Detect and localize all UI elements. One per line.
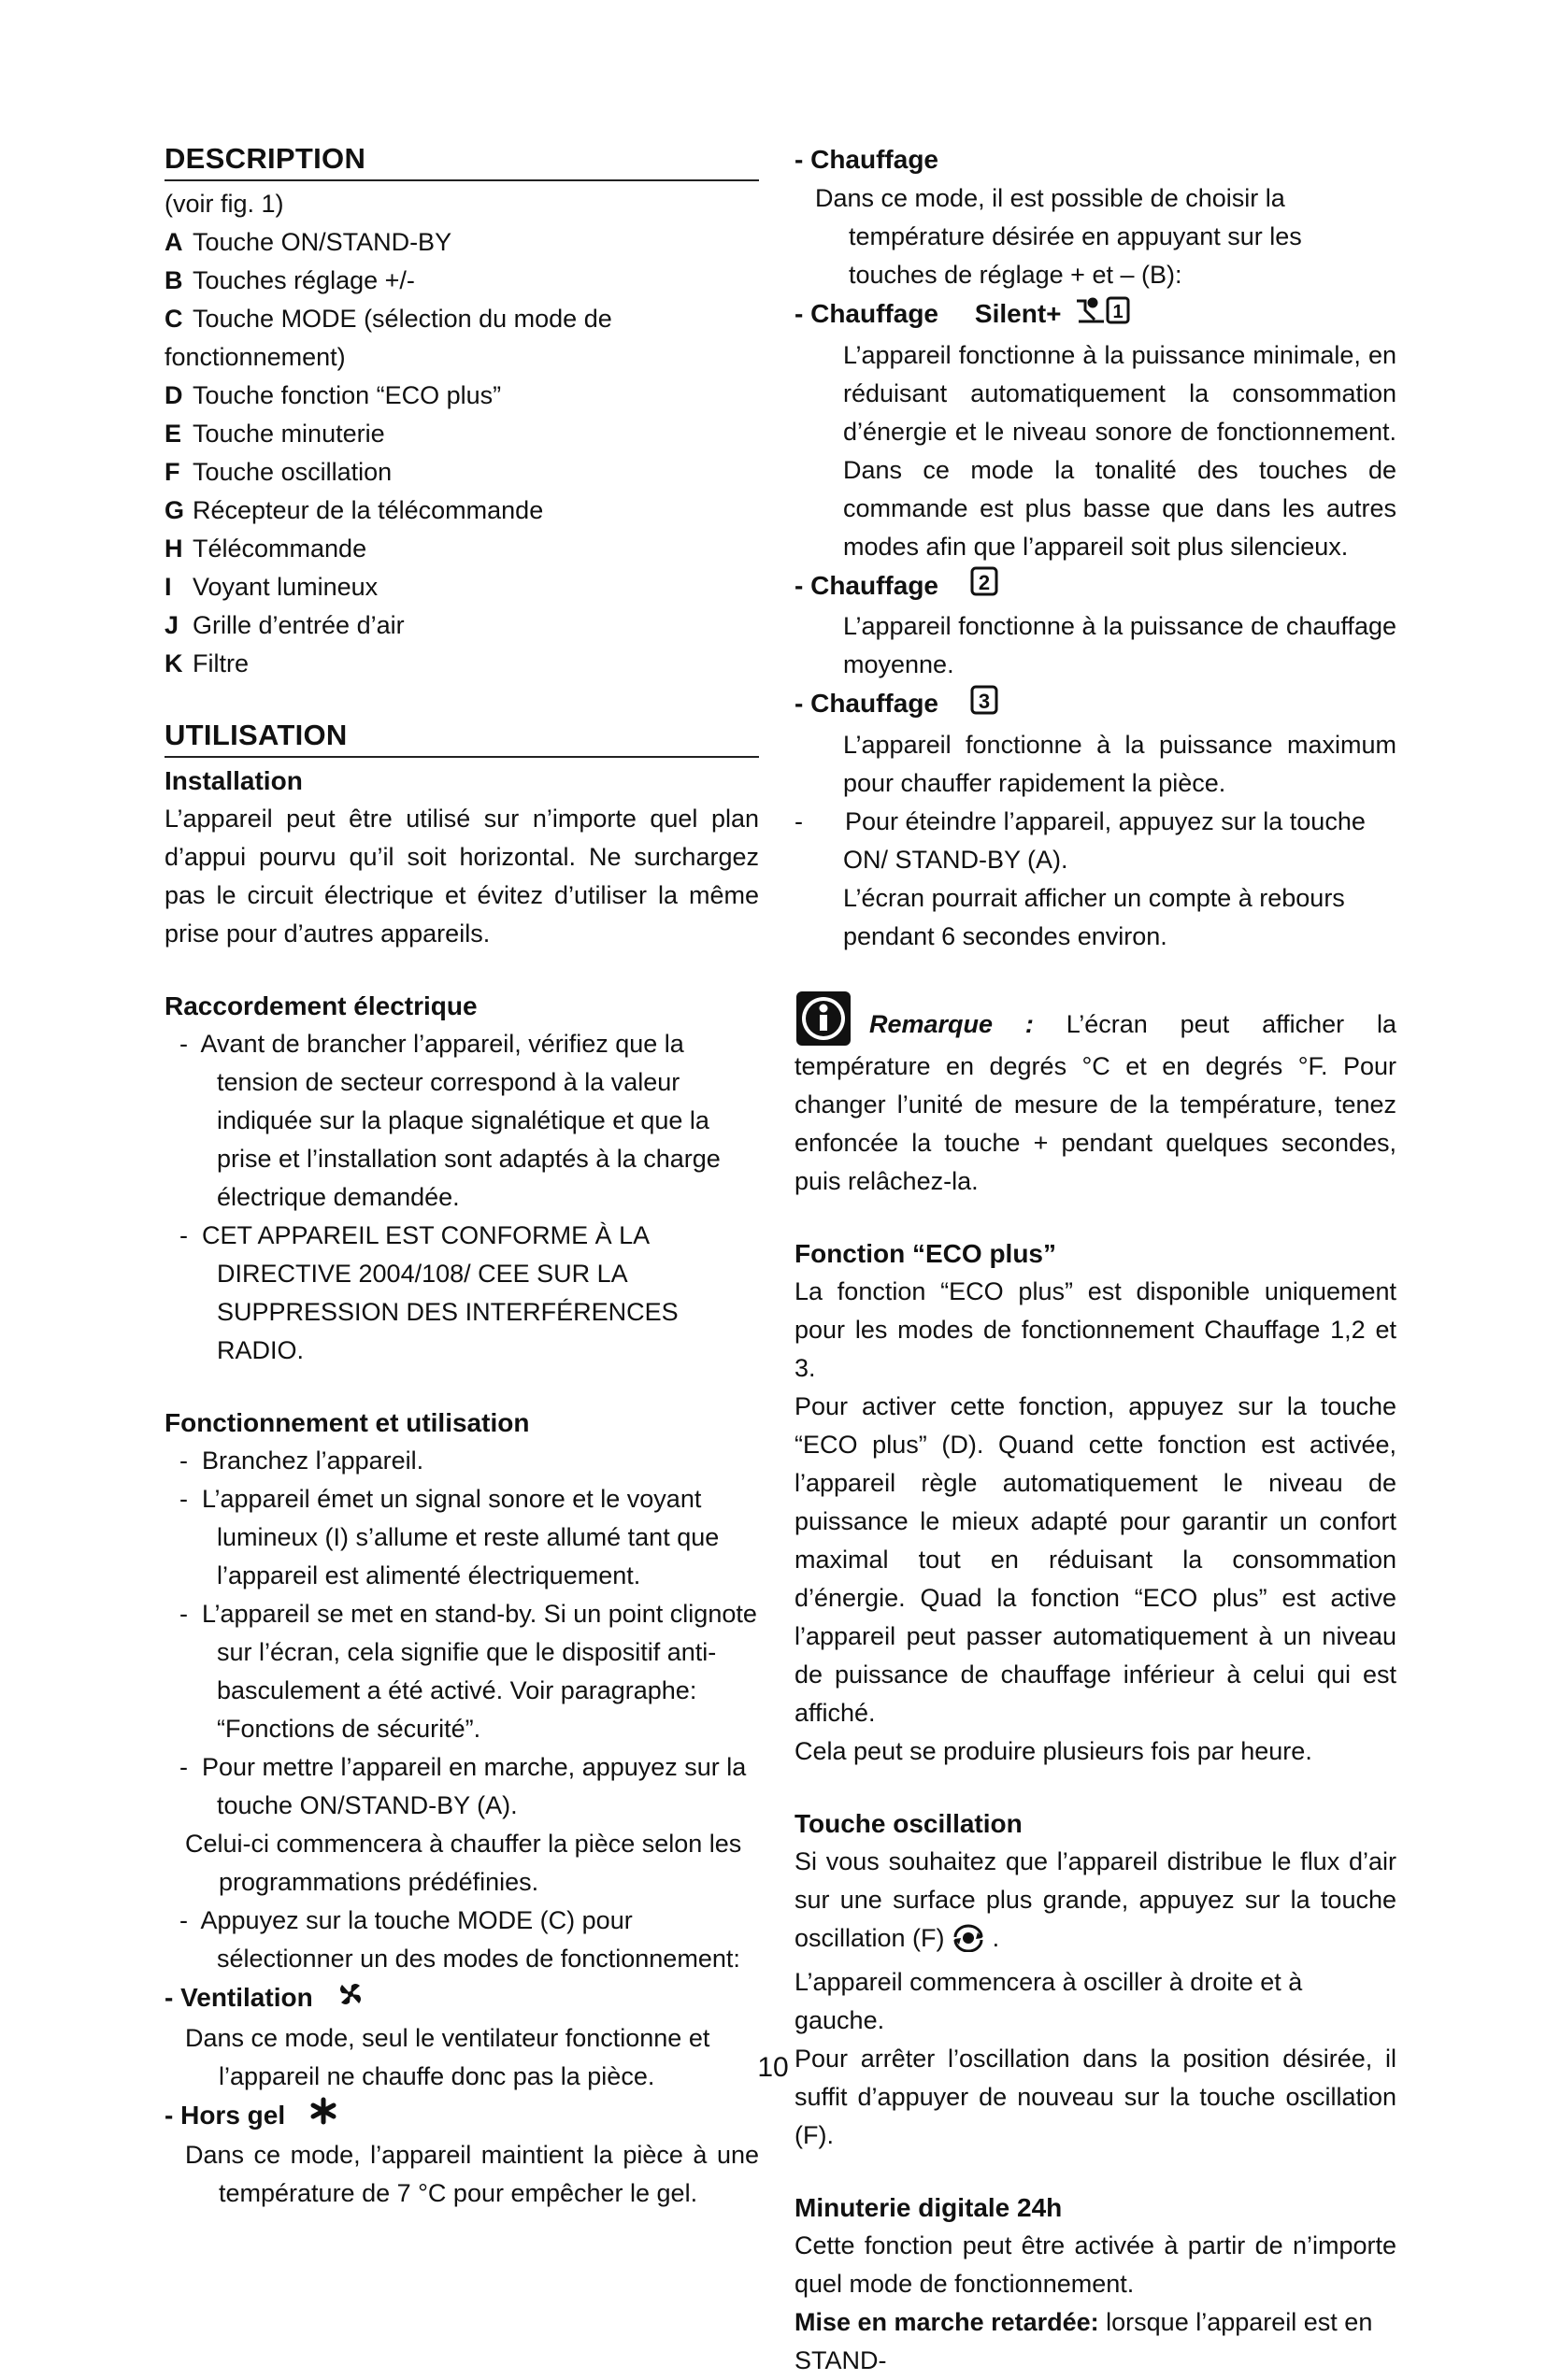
legend-item: D Touche fonction “ECO plus” <box>165 381 502 409</box>
legend-item: A Touche ON/STAND-BY <box>165 228 452 256</box>
see-fig: (voir fig. 1) <box>165 190 284 218</box>
silent-mode-icon <box>1074 295 1132 336</box>
installation-text: L’appareil peut être utilisé sur n’importe quel plan d’appui pourvu qu’il soit horizontal. Ne surchargez pas le circuit électrique et évitez d’utiliser la même prise pour d’autres appareils. <box>165 805 759 948</box>
eco-heading: Fonction “ECO plus” <box>794 1238 1056 1268</box>
ch2-label-row: - Chauffage 2 <box>794 566 1396 608</box>
eco-p2: Pour activer cette fonction, appuyez sur la touche “ECO plus” (D). Quand cette fonction est activée, l’appareil règle automatiquement le niveau de puissance le mieux adapté pour garantir un confort maximal tout en réduisant la consommation d’énergie. Quad la fonction “ECO plus” est active l’appareil peut passer automatiquement à un niveau de puissance de chauffage inférieur à celui qui est affiché. <box>794 1391 1396 1727</box>
fan-icon <box>336 1980 365 2019</box>
ch3-label-row: - Chauffage 3 <box>794 684 1396 726</box>
raccordement-heading: Raccordement électrique <box>165 991 478 1020</box>
info-icon <box>794 990 852 1047</box>
oscillation-icon <box>952 1924 985 1963</box>
chauffage-label-row: - Chauffage <box>794 145 939 174</box>
power-level-3-icon <box>970 685 998 726</box>
ventilation-label-row: - Ventilation <box>165 1978 759 2019</box>
remarque-text: L’écran peut afficher la température en degrés °C et en degrés °F. Pour changer l’unité de mesure de la température, tenez enfoncée la touche + pendant quelques secondes, puis relâchez-la. <box>794 1009 1396 1195</box>
off-note: L’écran pourrait afficher un compte à rebours pendant 6 secondes environ. <box>843 883 1345 950</box>
utilisation-title: UTILISATION <box>165 719 348 751</box>
eco-p3: Cela peut se produire plusieurs fois par heure. <box>794 1736 1312 1765</box>
list-item: - Pour éteindre l’appareil, appuyez sur la touche ON/ STAND-BY (A). <box>794 806 1366 874</box>
description-title: DESCRIPTION <box>165 142 366 175</box>
list-item: - L’appareil émet un signal sonore et le voyant lumineux (I) s’allume et reste allumé tant que l’appareil est alimenté électriquement. <box>179 1485 720 1589</box>
oscillation-p1: Si vous souhaitez que l’appareil distribue le flux d’air sur une surface plus grande, appuyez sur la touche oscillation (F) . <box>794 1843 1396 1963</box>
left-column <box>165 140 759 2213</box>
remarque-label: Remarque : <box>869 1009 1034 1038</box>
snowflake-icon <box>309 2097 337 2136</box>
minuterie-p2: Mise en marche retardée: lorsque l’appareil est en STAND- <box>794 2307 1373 2374</box>
legend-item: K Filtre <box>165 649 249 677</box>
horsgel-text: Dans ce mode, l’appareil maintient la pièce à une température de 7 °C pour empêcher le gel. <box>185 2141 759 2208</box>
ch2-text: L’appareil fonctionne à la puissance de chauffage moyenne. <box>843 612 1396 679</box>
list-item: - Appuyez sur la touche MODE (C) pour sélectionner un des modes de fonctionnement: <box>179 1906 740 1973</box>
horsgel-label-row: - Hors gel <box>165 2096 759 2137</box>
legend-item: C Touche MODE (sélection du mode de fonctionnement) <box>165 305 612 371</box>
svg-text:2: 2 <box>978 571 990 595</box>
remarque-block <box>794 990 1396 1201</box>
legend-item: J Grille d’entrée d’air <box>165 611 405 639</box>
description-rule <box>165 179 759 181</box>
legend-item: E Touche minuterie <box>165 420 385 448</box>
right-column <box>794 140 1396 2380</box>
power-level-2-icon <box>970 566 998 607</box>
list-item: - Avant de brancher l’appareil, vérifiez que la tension de secteur correspond à la valeur indiquée sur la plaque signalétique et que la prise et l’installation sont adaptés à la charge électrique demandée. <box>179 1030 721 1211</box>
eco-p1: La fonction “ECO plus” est disponible uniquement pour les modes de fonctionnement Chauffage 1,2 et 3. <box>794 1276 1396 1382</box>
utilisation-rule <box>165 756 759 758</box>
minuterie-p1: Cette fonction peut être activée à partir de n’importe quel mode de fonctionnement. <box>794 2230 1396 2298</box>
legend-item: H Télécommande <box>165 534 367 563</box>
list-item: - L’appareil se met en stand-by. Si un point clignote sur l’écran, cela signifie que le dispositif anti-basculement a été activé. Voir paragraphe: “Fonctions de sécurité”. <box>179 1600 757 1743</box>
installation-heading: Installation <box>165 766 303 795</box>
legend-item: B Touches réglage +/- <box>165 266 415 294</box>
fonctionnement-heading: Fonctionnement et utilisation <box>165 1408 530 1437</box>
after-on-text: Celui-ci commencera à chauffer la pièce selon les programmations prédéfinies. <box>185 1830 742 1896</box>
list-item: - Branchez l’appareil. <box>179 1447 424 1475</box>
silent-text: L’appareil fonctionne à la puissance minimale, en réduisant automatiquement la consommation d’énergie et le niveau sonore de fonctionnement. Dans ce mode la tonalité des touches de commande est plus basse que dans les autres modes afin que l’appareil soit plus silencieux. <box>843 340 1396 561</box>
list-item: - CET APPAREIL EST CONFORME À LA DIRECTIVE 2004/108/ CEE SUR LA SUPPRESSION DES INTERFÉRENCES RADIO. <box>179 1221 679 1364</box>
ventilation-text: Dans ce mode, seul le ventilateur fonctionne et l’appareil ne chauffe donc pas la pièce. <box>185 2023 710 2090</box>
legend-item: G Récepteur de la télécommande <box>165 496 544 524</box>
minuterie-heading: Minuterie digitale 24h <box>794 2192 1063 2222</box>
ch3-text: L’appareil fonctionne à la puissance maximum pour chauffer rapidement la pièce. <box>843 730 1396 797</box>
legend-list <box>165 223 759 683</box>
list-item: - Pour mettre l’appareil en marche, appuyez sur la touche ON/STAND-BY (A). <box>179 1753 747 1819</box>
svg-text:1: 1 <box>1112 301 1124 322</box>
oscillation-heading: Touche oscillation <box>794 1808 1023 1838</box>
svg-text:3: 3 <box>978 689 990 713</box>
silent-label-row: - Chauffage Silent+ 1 <box>794 294 1396 336</box>
legend-item: F Touche oscillation <box>165 458 393 486</box>
page-number: 10 <box>757 2052 789 2083</box>
chauffage-text: Dans ce mode, il est possible de choisir la température désirée en appuyant sur les touches de réglage + et – (B): <box>815 184 1302 289</box>
legend-item: I Voyant lumineux <box>165 573 379 601</box>
oscillation-p2: L’appareil commencera à osciller à droite et à gauche. <box>794 1967 1303 2034</box>
oscillation-p3: Pour arrêter l’oscillation dans la position désirée, il suffit d’appuyer de nouveau sur la touche oscillation (F). <box>794 2044 1396 2149</box>
